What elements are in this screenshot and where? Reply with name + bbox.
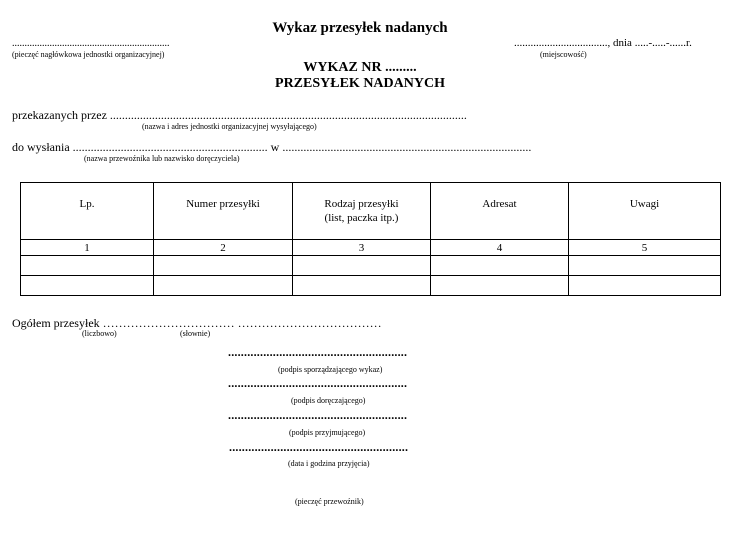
carrier-line: do wysłania ................................................................. w ................................................................................... bbox=[12, 140, 532, 154]
table-cell[interactable] bbox=[569, 256, 721, 276]
shipments-table bbox=[20, 182, 721, 296]
preparer-caption: (podpis sporządzającego wykaz) bbox=[278, 365, 383, 374]
table-cell[interactable] bbox=[569, 276, 721, 296]
place-date-line: .................................., dnia .....-.....-......r. bbox=[514, 37, 692, 49]
table-row bbox=[21, 256, 721, 276]
carrier-stamp-caption: (pieczęć przewoźnik) bbox=[295, 497, 364, 506]
datetime-signature-line: ........................................................ bbox=[229, 440, 409, 454]
table-cell[interactable] bbox=[431, 276, 569, 296]
col-number-5: 5 bbox=[569, 240, 721, 256]
sender-line: przekazanych przez ....................................................................................................................... bbox=[12, 108, 467, 122]
totals-words-caption: (słownie) bbox=[180, 329, 211, 338]
header-type: Rodzaj przesyłki (list, paczka itp.) bbox=[293, 183, 431, 240]
stamp-dots: ............................................................... bbox=[12, 38, 170, 49]
column-number-row bbox=[21, 240, 721, 256]
totals-numeric-caption: (liczbowo) bbox=[82, 329, 117, 338]
deliverer-caption: (podpis doręczającego) bbox=[291, 396, 366, 405]
list-type-title: PRZESYŁEK NADANYCH bbox=[275, 76, 445, 91]
col-number-2: 2 bbox=[154, 240, 293, 256]
table-cell[interactable] bbox=[154, 276, 293, 296]
deliverer-signature-line: ........................................................ bbox=[228, 376, 408, 390]
header-number: Numer przesyłki bbox=[154, 183, 293, 240]
table-header-row bbox=[21, 183, 721, 240]
table-cell[interactable] bbox=[431, 256, 569, 276]
table-cell[interactable] bbox=[293, 276, 431, 296]
table-cell[interactable] bbox=[21, 276, 154, 296]
header-remarks: Uwagi bbox=[569, 183, 721, 240]
place-caption: (miejscowość) bbox=[540, 50, 587, 59]
carrier-caption: (nazwa przewoźnika lub nazwisko doręczyciela) bbox=[84, 154, 240, 163]
preparer-signature-line: ........................................................ bbox=[228, 345, 408, 359]
table-cell[interactable] bbox=[154, 256, 293, 276]
sender-caption: (nazwa i adres jednostki organizacyjnej wysyłającego) bbox=[142, 122, 317, 131]
table-row bbox=[21, 276, 721, 296]
receiver-caption: (podpis przyjmującego) bbox=[289, 428, 366, 437]
header-addressee: Adresat bbox=[431, 183, 569, 240]
table-cell[interactable] bbox=[21, 256, 154, 276]
receiver-signature-line: ........................................................ bbox=[228, 408, 408, 422]
col-number-3: 3 bbox=[293, 240, 431, 256]
col-number-1: 1 bbox=[21, 240, 154, 256]
header-lp: Lp. bbox=[21, 183, 154, 240]
totals-line: Ogółem przesyłek …………………………… ……………………………… bbox=[12, 316, 382, 330]
stamp-caption: (pieczęć nagłówkowa jednostki organizacyjnej) bbox=[12, 50, 165, 59]
col-number-4: 4 bbox=[431, 240, 569, 256]
datetime-caption: (data i godzina przyjęcia) bbox=[288, 459, 370, 468]
list-number-title: WYKAZ NR ......... bbox=[303, 60, 417, 75]
document-heading: Wykaz przesyłek nadanych bbox=[272, 20, 448, 36]
table-cell[interactable] bbox=[293, 256, 431, 276]
